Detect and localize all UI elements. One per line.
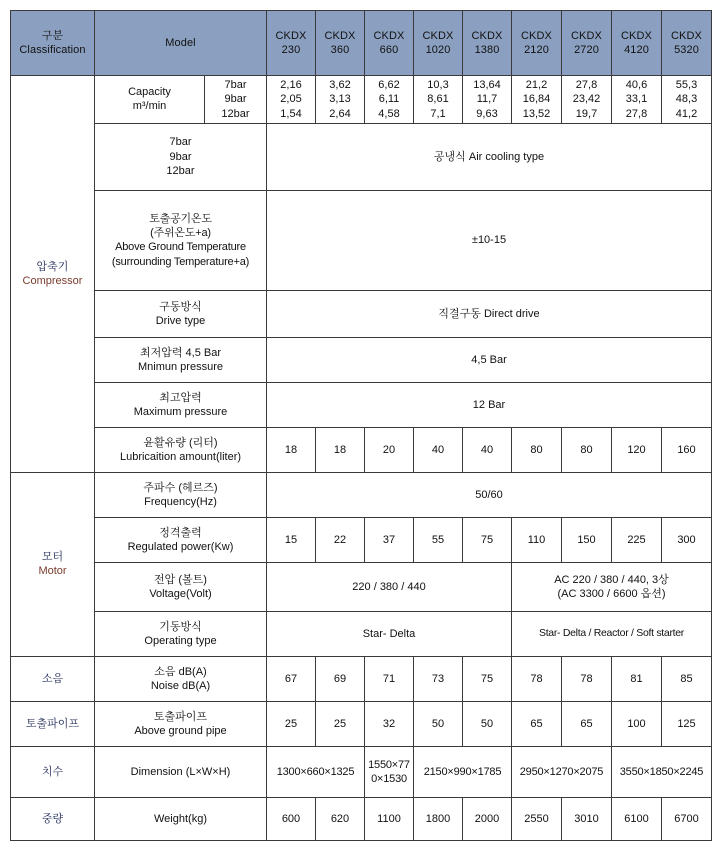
noise-value: 85 [662, 656, 712, 701]
lubrication-value: 18 [267, 427, 316, 472]
table-row-operating-type [11, 611, 712, 656]
model-number: 360 [330, 44, 350, 56]
header-model-ckdx-2120 [512, 11, 562, 76]
weight-value: 1800 [414, 797, 463, 840]
row-label-lubrication [95, 427, 267, 472]
header-model-ckdx-1020 [414, 11, 463, 76]
row-label-line1: 소음 dB(A) [154, 665, 207, 678]
capacity-cell [512, 76, 562, 124]
group-label-noise-kr: 소음 [41, 672, 64, 685]
header-classification [11, 11, 95, 76]
weight-value: 2550 [512, 797, 562, 840]
lubrication-value: 18 [316, 427, 365, 472]
capacity-9bar: 23,42 [572, 93, 601, 106]
row-label-line1: 전압 (볼트) [154, 573, 207, 586]
power-value: 75 [463, 517, 512, 562]
row-label-line4: (surrounding Temperature+a) [111, 255, 250, 268]
capacity-9bar: 2,05 [280, 93, 302, 106]
row-label-voltage [95, 562, 267, 611]
model-prefix: CKDX [521, 29, 552, 42]
power-value: 150 [562, 517, 612, 562]
header-model-ckdx-5320 [662, 11, 712, 76]
dimension-value: 1300×660×1325 [267, 746, 365, 797]
header-classification-en: Classification [19, 44, 86, 56]
capacity-9bar: 3,13 [329, 93, 351, 106]
power-value: 110 [512, 517, 562, 562]
capacity-7bar: 55,3 [675, 79, 698, 91]
lubrication-value: 120 [612, 427, 662, 472]
bar-label-12bar: 12bar [221, 107, 250, 120]
row-label-line2: Lubricaition amount(liter) [119, 450, 242, 463]
table-row-voltage [11, 562, 712, 611]
capacity-cell [414, 76, 463, 124]
voltage-value-left: 220 / 380 / 440 [267, 562, 512, 611]
row-label-capacity [95, 76, 205, 124]
row-label-line2: Maximum pressure [133, 405, 228, 418]
row-label-line1: 토출파이프 [153, 710, 208, 723]
lubrication-value: 80 [512, 427, 562, 472]
table-row-noise [11, 656, 712, 701]
row-label-min-pressure [95, 337, 267, 382]
group-label-motor-kr: 모터 [41, 551, 64, 564]
lubrication-value: 160 [662, 427, 712, 472]
weight-value: 3010 [562, 797, 612, 840]
model-number: 2720 [574, 44, 599, 56]
row-label-cooling-bars [95, 123, 267, 190]
noise-value: 73 [414, 656, 463, 701]
capacity-7bar: 2,16 [280, 79, 302, 91]
model-number: 2120 [524, 44, 549, 56]
capacity-7bar: 40,6 [625, 79, 648, 91]
model-prefix: CKDX [373, 29, 405, 42]
table-row-dimension [11, 746, 712, 797]
row-label-line1: 토출공기온도 [149, 212, 212, 225]
capacity-9bar: 11,7 [476, 93, 498, 106]
capacity-9bar: 48,3 [675, 93, 698, 106]
power-value: 22 [316, 517, 365, 562]
capacity-cell [463, 76, 512, 124]
row-label-line1: 7bar [169, 136, 192, 149]
dimension-value: 3550×1850×2245 [612, 746, 712, 797]
row-label-line2: 9bar [169, 150, 192, 163]
row-label-line2: Above ground pipe [134, 724, 227, 737]
weight-value: 1100 [365, 797, 414, 840]
capacity-7bar: 10,3 [427, 79, 449, 91]
noise-value: 71 [365, 656, 414, 701]
table-row-capacity [11, 76, 712, 124]
table-row-power [11, 517, 712, 562]
group-label-pipe-kr: 토출파이프 [25, 717, 80, 730]
pipe-value: 50 [414, 701, 463, 746]
capacity-9bar: 6,11 [378, 93, 400, 106]
table-header [11, 11, 712, 76]
table-row-cooling-type [11, 123, 712, 190]
capacity-12bar: 9,63 [476, 107, 498, 120]
weight-value: 600 [267, 797, 316, 840]
power-value: 15 [267, 517, 316, 562]
capacity-cell [612, 76, 662, 124]
capacity-12bar: 1,54 [280, 107, 302, 120]
capacity-12bar: 41,2 [675, 107, 698, 120]
pipe-value: 25 [316, 701, 365, 746]
header-model-ckdx-1380 [463, 11, 512, 76]
capacity-9bar: 16,84 [522, 93, 551, 106]
noise-value: 75 [463, 656, 512, 701]
bar-label-7bar: 7bar [224, 79, 247, 91]
lubrication-value: 80 [562, 427, 612, 472]
power-value: 37 [365, 517, 414, 562]
capacity-7bar: 6,62 [378, 79, 400, 91]
voltage-right-line1: AC 220 / 380 / 440, 3상 [554, 573, 669, 586]
power-value: 225 [612, 517, 662, 562]
voltage-value-right [512, 562, 712, 611]
row-label-pipe [95, 701, 267, 746]
row-label-line1: 최고압력 [159, 391, 202, 404]
operating-value-left: Star- Delta [267, 611, 512, 656]
noise-value: 69 [316, 656, 365, 701]
capacity-cell [562, 76, 612, 124]
pipe-value: 25 [267, 701, 316, 746]
row-label-frequency [95, 472, 267, 517]
table-row-frequency [11, 472, 712, 517]
capacity-7bar: 21,2 [525, 79, 548, 91]
group-label-weight [11, 797, 95, 840]
row-label-line1: 기동방식 [159, 620, 202, 633]
row-label-line2: Regulated power(Kw) [127, 540, 234, 553]
dimension-value: 2150×990×1785 [414, 746, 512, 797]
pipe-value: 100 [612, 701, 662, 746]
weight-value: 620 [316, 797, 365, 840]
row-label-line1: 정격출력 [159, 526, 202, 539]
row-label-drive-type [95, 290, 267, 337]
header-model-ckdx-360 [316, 11, 365, 76]
pipe-value: 65 [562, 701, 612, 746]
capacity-12bar: 19,7 [575, 107, 598, 120]
group-label-compressor [11, 76, 95, 473]
model-prefix: CKDX [671, 29, 702, 42]
capacity-cell [316, 76, 365, 124]
compressor-specification-table [10, 10, 712, 841]
table-row-pipe [11, 701, 712, 746]
noise-value: 81 [612, 656, 662, 701]
model-prefix: CKDX [571, 29, 602, 42]
row-label-line1: 윤활유량 (리터) [143, 436, 218, 449]
model-prefix: CKDX [275, 29, 307, 42]
row-label-line2: Voltage(Volt) [149, 587, 212, 600]
row-label-operating-type [95, 611, 267, 656]
cooling-type-value: 공냉식 Air cooling type [267, 123, 712, 190]
capacity-12bar: 27,8 [625, 107, 648, 120]
row-label-line2: (주위온도+a) [150, 227, 211, 240]
dimension-value: 2950×1270×2075 [512, 746, 612, 797]
row-label-max-pressure [95, 382, 267, 427]
weight-value: 6100 [612, 797, 662, 840]
table-row-min-pressure [11, 337, 712, 382]
power-value: 300 [662, 517, 712, 562]
row-label-line2: Mnimun pressure [138, 360, 223, 373]
group-label-motor-en: Motor [38, 565, 67, 578]
header-model-ckdx-660 [365, 11, 414, 76]
table-row-drive-type [11, 290, 712, 337]
row-label-line2: Operating type [144, 634, 217, 647]
row-label-line1: 주파수 (헤르즈) [143, 481, 218, 494]
min-pressure-value: 4,5 Bar [267, 337, 712, 382]
capacity-bar-labels [205, 76, 267, 124]
row-label-power [95, 517, 267, 562]
group-label-dimension-kr: 치수 [41, 765, 64, 778]
row-label-line1: 구동방식 [159, 300, 202, 313]
pipe-value: 32 [365, 701, 414, 746]
model-prefix: CKDX [422, 29, 454, 42]
weight-value: 6700 [662, 797, 712, 840]
table-row-temperature [11, 190, 712, 290]
row-label-line3: Above Ground Temperature [115, 241, 246, 254]
capacity-cell [365, 76, 414, 124]
power-value: 55 [414, 517, 463, 562]
row-label-line2: Frequency(Hz) [144, 495, 217, 508]
pipe-value: 65 [512, 701, 562, 746]
row-label-dimension: Dimension (L×W×H) [95, 746, 267, 797]
model-prefix: CKDX [324, 29, 356, 42]
capacity-cell [267, 76, 316, 124]
model-number: 5320 [674, 44, 699, 56]
pipe-value: 125 [662, 701, 712, 746]
model-number: 1020 [425, 44, 451, 56]
row-label-line1: 최저압력 4,5 Bar [139, 346, 222, 359]
capacity-12bar: 4,58 [378, 107, 400, 120]
noise-value: 78 [512, 656, 562, 701]
row-label-noise [95, 656, 267, 701]
lubrication-value: 40 [414, 427, 463, 472]
dimension-value: 1550×770×1530 [365, 746, 414, 797]
frequency-value: 50/60 [267, 472, 712, 517]
table-row-max-pressure [11, 382, 712, 427]
table-row-weight [11, 797, 712, 840]
capacity-9bar: 33,1 [625, 93, 648, 106]
row-label-line2: m³/min [132, 100, 167, 113]
group-label-pipe [11, 701, 95, 746]
row-label-line1: Capacity [128, 86, 171, 99]
group-label-motor [11, 472, 95, 656]
capacity-7bar: 3,62 [329, 79, 351, 91]
group-label-compressor-kr: 압축기 [36, 260, 69, 273]
noise-value: 67 [267, 656, 316, 701]
model-number: 660 [379, 44, 399, 56]
group-label-compressor-en: Compressor [22, 274, 83, 287]
capacity-7bar: 27,8 [575, 79, 598, 91]
temperature-value: ±10-15 [267, 190, 712, 290]
capacity-9bar: 8,61 [427, 93, 449, 106]
model-number: 230 [281, 44, 301, 56]
capacity-12bar: 2,64 [329, 107, 351, 120]
header-model: Model [95, 11, 267, 76]
lubrication-value: 20 [365, 427, 414, 472]
voltage-right-line2: (AC 3300 / 6600 옵션) [557, 587, 666, 600]
capacity-cell [662, 76, 712, 124]
group-label-dimension [11, 746, 95, 797]
model-number: 4120 [624, 44, 649, 56]
model-prefix: CKDX [471, 29, 503, 42]
row-label-temperature [95, 190, 267, 290]
capacity-12bar: 7,1 [430, 107, 446, 120]
row-label-line2: Noise dB(A) [150, 679, 211, 692]
row-label-line2: Drive type [155, 314, 206, 327]
table-row-lubrication [11, 427, 712, 472]
model-number: 1380 [474, 44, 500, 56]
max-pressure-value: 12 Bar [267, 382, 712, 427]
header-classification-kr: 구분 [41, 29, 64, 42]
header-model-ckdx-230 [267, 11, 316, 76]
weight-value: 2000 [463, 797, 512, 840]
capacity-7bar: 13,64 [473, 79, 501, 91]
row-label-weight: Weight(kg) [95, 797, 267, 840]
lubrication-value: 40 [463, 427, 512, 472]
bar-label-9bar: 9bar [224, 93, 247, 106]
operating-value-right: Star- Delta / Reactor / Soft starter [512, 611, 712, 656]
noise-value: 78 [562, 656, 612, 701]
header-model-ckdx-2720 [562, 11, 612, 76]
capacity-12bar: 13,52 [522, 107, 551, 120]
model-prefix: CKDX [621, 29, 652, 42]
table-body [11, 76, 712, 841]
group-label-noise [11, 656, 95, 701]
header-model-ckdx-4120 [612, 11, 662, 76]
group-label-weight-kr: 중량 [41, 812, 64, 825]
pipe-value: 50 [463, 701, 512, 746]
drive-type-value: 직결구동 Direct drive [267, 290, 712, 337]
row-label-line3: 12bar [166, 165, 195, 178]
header-row [11, 11, 712, 76]
